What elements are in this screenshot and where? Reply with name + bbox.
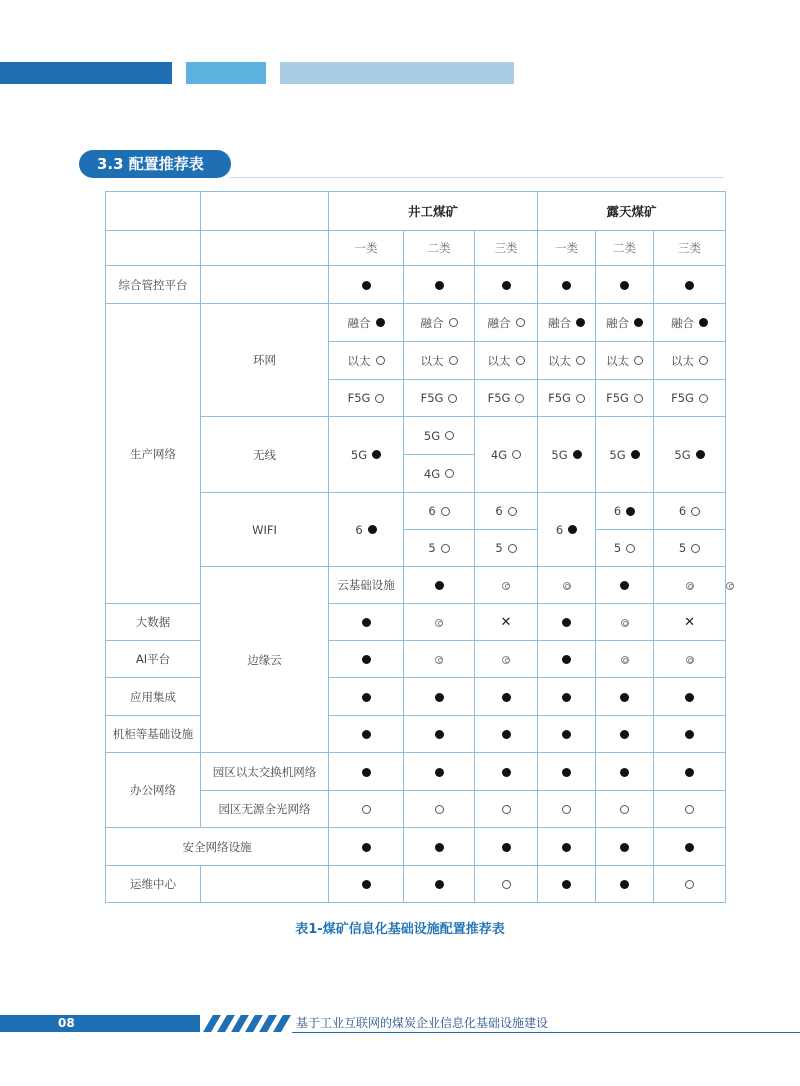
double-circle-icon	[686, 582, 694, 590]
level-header: 一类	[538, 231, 596, 266]
filled-dot-icon	[620, 768, 629, 777]
table-row	[106, 604, 726, 641]
hollow-circle-icon	[685, 805, 694, 814]
filled-dot-icon	[685, 768, 694, 777]
hollow-circle-icon	[445, 431, 454, 440]
cross-icon: ✕	[684, 615, 695, 630]
filled-dot-icon	[435, 880, 444, 889]
filled-dot-icon	[376, 318, 385, 327]
filled-dot-icon	[620, 843, 629, 852]
table-row: 5 5 5 5	[106, 530, 726, 567]
row-label: 运维中心	[106, 866, 201, 903]
cross-icon: ✕	[500, 615, 512, 630]
page-number: 08	[58, 1016, 75, 1030]
table-row	[106, 231, 726, 266]
row-label: 大数据	[106, 604, 201, 641]
level-header: 三类	[475, 231, 538, 266]
filled-dot-icon	[435, 693, 444, 702]
hollow-circle-icon	[362, 805, 371, 814]
filled-dot-icon	[362, 880, 371, 889]
filled-dot-icon	[362, 693, 371, 702]
filled-dot-icon	[634, 318, 643, 327]
header-bar-medium	[186, 62, 266, 84]
hollow-circle-icon	[626, 544, 635, 553]
filled-dot-icon	[568, 525, 577, 534]
filled-dot-icon	[502, 768, 511, 777]
filled-dot-icon	[620, 281, 629, 290]
filled-dot-icon	[435, 843, 444, 852]
filled-dot-icon	[685, 730, 694, 739]
hollow-circle-icon	[576, 394, 585, 403]
filled-dot-icon	[685, 693, 694, 702]
config-table	[105, 191, 726, 903]
hollow-circle-icon	[620, 805, 629, 814]
hollow-circle-icon	[685, 880, 694, 889]
filled-dot-icon	[631, 450, 640, 459]
double-circle-icon	[686, 656, 694, 664]
filled-dot-icon	[435, 581, 444, 590]
row-label: 园区无源全光网络	[201, 791, 329, 828]
row-label: 无线	[201, 417, 329, 493]
row-label: 生产网络	[106, 304, 201, 604]
filled-dot-icon	[699, 318, 708, 327]
group-header-underground: 井工煤矿	[329, 192, 538, 231]
footer-title: 基于工业互联网的煤炭企业信息化基础设施建设	[296, 1016, 549, 1030]
table-row	[106, 753, 726, 791]
hollow-circle-icon	[441, 544, 450, 553]
group-header-opencast: 露天煤矿	[538, 192, 726, 231]
filled-dot-icon	[362, 618, 371, 627]
table-row: F5G F5G F5G F5G F5G F5G	[106, 380, 726, 417]
hollow-circle-icon	[512, 450, 521, 459]
row-label: 园区以太交换机网络	[201, 753, 329, 791]
footer-stripe	[273, 1015, 291, 1032]
filled-dot-icon	[372, 450, 381, 459]
hollow-circle-icon	[699, 356, 708, 365]
filled-dot-icon	[362, 281, 371, 290]
table-row	[106, 266, 726, 304]
hollow-circle-icon	[435, 805, 444, 814]
table-row	[106, 866, 726, 903]
hollow-circle-icon	[448, 394, 457, 403]
table-row	[106, 678, 726, 716]
filled-dot-icon	[368, 525, 377, 534]
level-header: 一类	[329, 231, 404, 266]
hollow-circle-icon	[634, 394, 643, 403]
filled-dot-icon	[620, 880, 629, 889]
filled-dot-icon	[562, 843, 571, 852]
filled-dot-icon	[435, 768, 444, 777]
filled-dot-icon	[685, 843, 694, 852]
filled-dot-icon	[562, 655, 571, 664]
double-circle-icon	[621, 656, 629, 664]
table-row	[106, 641, 726, 678]
double-circle-icon	[435, 656, 443, 664]
header-bar-light	[280, 62, 514, 84]
filled-dot-icon	[502, 730, 511, 739]
level-header: 三类	[654, 231, 726, 266]
table-row	[106, 716, 726, 753]
filled-dot-icon	[696, 450, 705, 459]
row-label: 机柜等基础设施	[106, 716, 201, 753]
filled-dot-icon	[562, 880, 571, 889]
filled-dot-icon	[362, 843, 371, 852]
double-circle-icon	[621, 619, 629, 627]
row-label: 环网	[201, 304, 329, 417]
row-label: 边缘云	[201, 567, 329, 753]
filled-dot-icon	[576, 318, 585, 327]
hollow-circle-icon	[691, 507, 700, 516]
filled-dot-icon	[502, 693, 511, 702]
footer-divider	[292, 1032, 800, 1033]
hollow-circle-icon	[634, 356, 643, 365]
section-divider	[230, 177, 724, 178]
hollow-circle-icon	[445, 469, 454, 478]
filled-dot-icon	[562, 693, 571, 702]
filled-dot-icon	[620, 693, 629, 702]
table-row: 以太 以太 以太 以太 以太 以太	[106, 342, 726, 380]
level-header: 二类	[404, 231, 475, 266]
row-label: 办公网络	[106, 753, 201, 828]
hollow-circle-icon	[502, 805, 511, 814]
filled-dot-icon	[435, 730, 444, 739]
filled-dot-icon	[362, 655, 371, 664]
filled-dot-icon	[362, 730, 371, 739]
row-label: 云基础设施	[329, 567, 404, 604]
row-label: 综合管控平台	[106, 266, 201, 304]
hollow-circle-icon	[449, 356, 458, 365]
table-row	[106, 828, 726, 866]
header-bar-dark	[0, 62, 172, 84]
hollow-circle-icon	[441, 507, 450, 516]
filled-dot-icon	[562, 281, 571, 290]
table-row: 4G	[106, 455, 726, 493]
filled-dot-icon	[562, 768, 571, 777]
hollow-circle-icon	[502, 880, 511, 889]
filled-dot-icon	[620, 730, 629, 739]
row-label: 安全网络设施	[106, 828, 329, 866]
table-caption: 表1-煤矿信息化基础设施配置推荐表	[295, 922, 505, 937]
hollow-circle-icon	[375, 394, 384, 403]
footer-bar	[0, 1015, 200, 1032]
filled-dot-icon	[620, 581, 629, 590]
filled-dot-icon	[685, 281, 694, 290]
filled-dot-icon	[502, 843, 511, 852]
filled-dot-icon	[626, 507, 635, 516]
filled-dot-icon	[562, 618, 571, 627]
double-circle-icon	[502, 656, 510, 664]
table-row: WIFI 6 6 6 6 6 6	[106, 493, 726, 530]
hollow-circle-icon	[449, 318, 458, 327]
hollow-circle-icon	[376, 356, 385, 365]
double-circle-icon	[726, 582, 734, 590]
hollow-circle-icon	[515, 394, 524, 403]
filled-dot-icon	[362, 768, 371, 777]
hollow-circle-icon	[691, 544, 700, 553]
hollow-circle-icon	[508, 507, 517, 516]
row-label: 应用集成	[106, 678, 201, 716]
hollow-circle-icon	[516, 318, 525, 327]
row-label: WIFI	[201, 493, 329, 567]
filled-dot-icon	[562, 730, 571, 739]
double-circle-icon	[563, 582, 571, 590]
table-row: 无线 5G 5G 4G 5G 5G 5G	[106, 417, 726, 455]
level-header: 二类	[596, 231, 654, 266]
hollow-circle-icon	[576, 356, 585, 365]
double-circle-icon	[435, 619, 443, 627]
row-label: AI平台	[106, 641, 201, 678]
filled-dot-icon	[573, 450, 582, 459]
hollow-circle-icon	[562, 805, 571, 814]
table-row: 生产网络 环网 融合 融合 融合 融合 融合 融合	[106, 304, 726, 342]
double-circle-icon	[502, 582, 510, 590]
hollow-circle-icon	[516, 356, 525, 365]
section-title: 3.3 配置推荐表	[79, 150, 231, 178]
hollow-circle-icon	[699, 394, 708, 403]
filled-dot-icon	[435, 281, 444, 290]
table-row	[106, 192, 726, 231]
filled-dot-icon	[502, 281, 511, 290]
hollow-circle-icon	[508, 544, 517, 553]
